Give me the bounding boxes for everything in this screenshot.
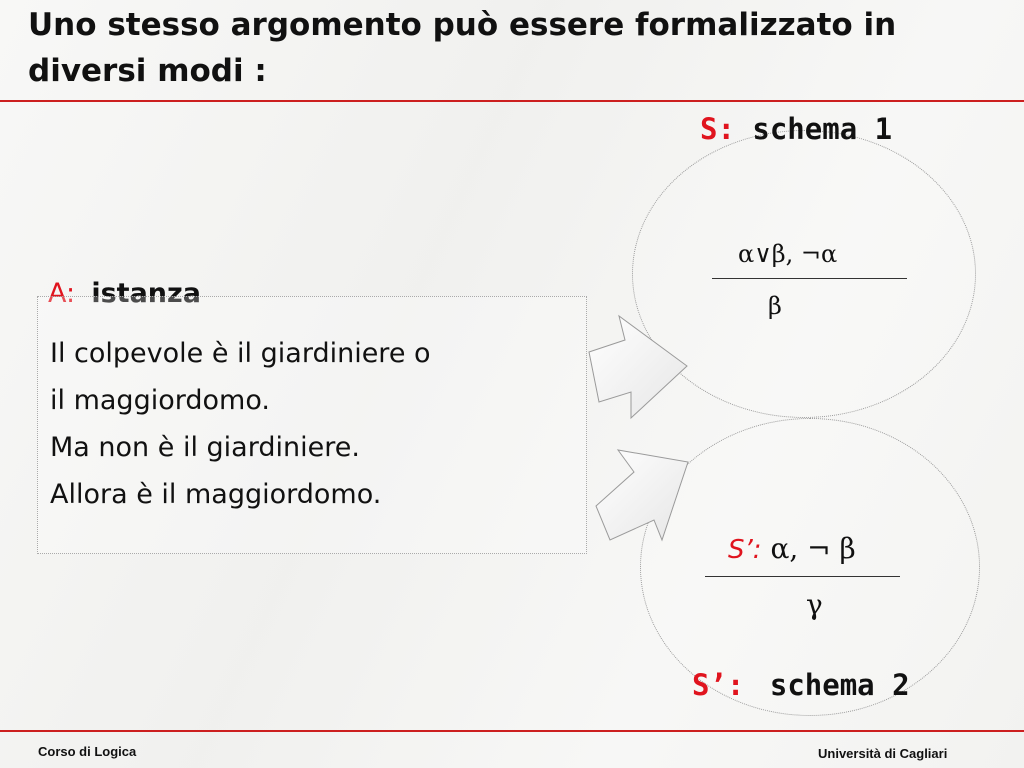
schema-1-title: schema 1 bbox=[752, 112, 893, 146]
schema-1-label: S: bbox=[700, 112, 735, 146]
schema-2-formula bbox=[728, 532, 856, 565]
schema-2-premises: α, ¬ β bbox=[770, 532, 856, 565]
schema-2-label: S’: bbox=[692, 668, 745, 702]
instance-title: istanza bbox=[91, 278, 201, 309]
schema-2-title: schema 2 bbox=[769, 668, 910, 702]
instance-line-2: il maggiordomo. bbox=[50, 385, 270, 416]
schema-2-inner-label: S’: bbox=[728, 535, 762, 565]
slide-title: Uno stesso argomento può essere formalizzato in diversi modi : bbox=[28, 7, 897, 89]
instance-text bbox=[50, 330, 590, 518]
footer-course: Corso di Logica bbox=[38, 744, 137, 759]
instance-label: A: bbox=[48, 278, 76, 309]
schema-2-heading bbox=[692, 668, 910, 702]
instance-line-4: Allora è il maggiordomo. bbox=[50, 479, 382, 510]
footer-university: Università di Cagliari bbox=[818, 746, 948, 761]
schema-1-premises: α∨β, ¬α bbox=[738, 240, 838, 268]
arrow-down-right-icon bbox=[588, 444, 698, 544]
schema-1-inference-line bbox=[712, 278, 907, 279]
instance-line-1: Il colpevole è il giardiniere o bbox=[50, 338, 431, 369]
schema-2-conclusion: γ bbox=[806, 588, 823, 621]
arrow-right-icon bbox=[585, 312, 695, 422]
schema-1-heading bbox=[700, 112, 892, 146]
title-divider bbox=[0, 100, 1024, 102]
schema-1-conclusion: β bbox=[768, 292, 782, 320]
schema-2-inference-line bbox=[705, 576, 900, 577]
footer-divider bbox=[0, 730, 1024, 732]
instance-line-3: Ma non è il giardiniere. bbox=[50, 432, 360, 463]
